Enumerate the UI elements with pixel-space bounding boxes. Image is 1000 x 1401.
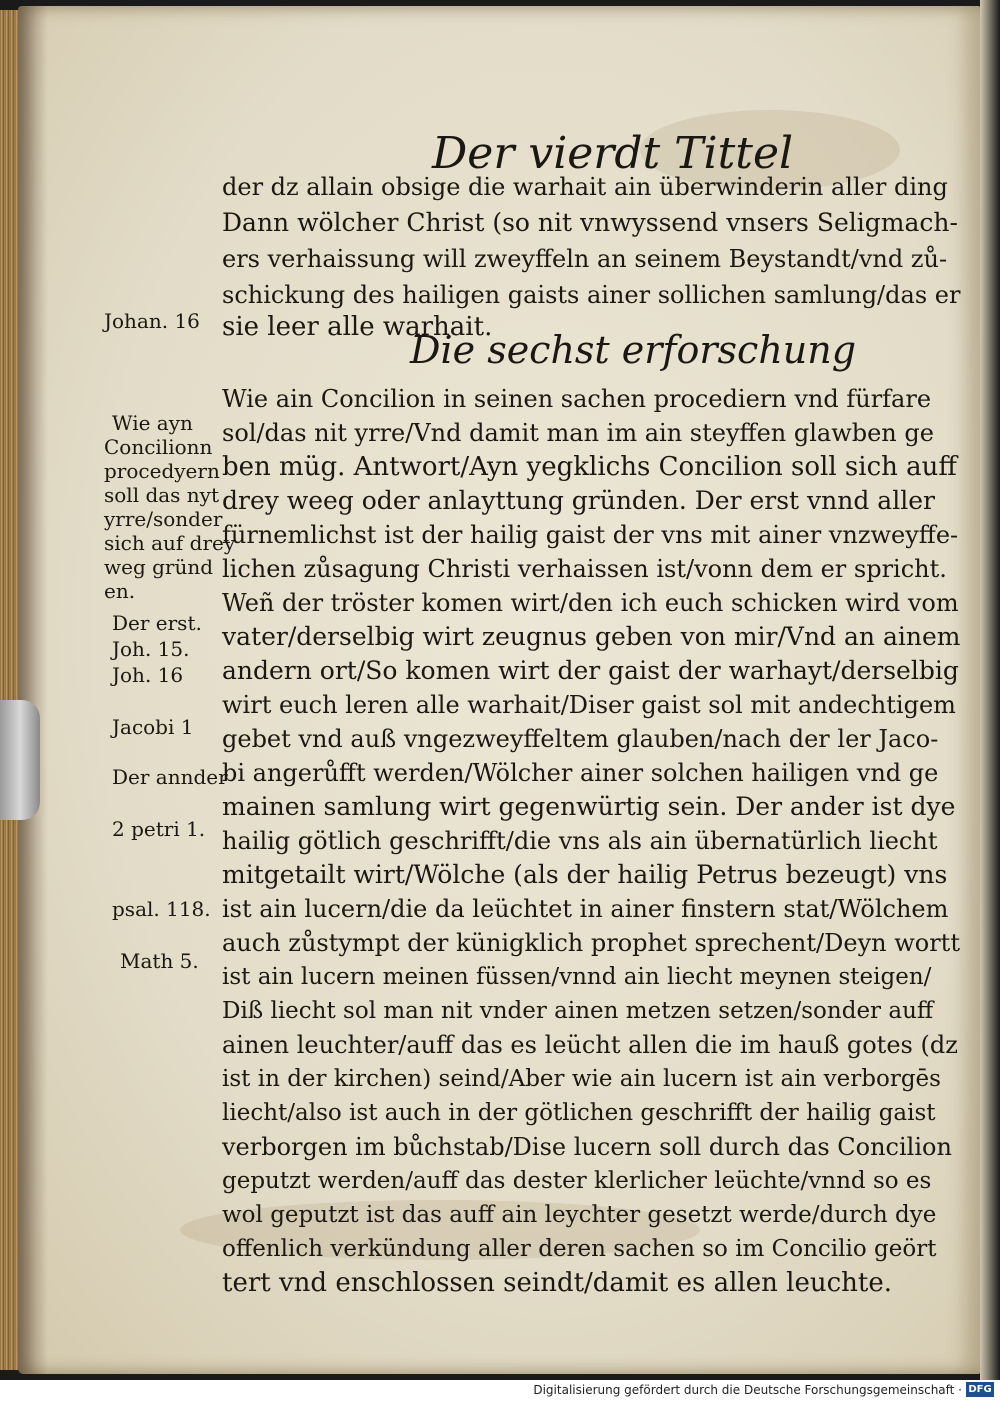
text-line: vater/derselbig wirt zeugnus geben von mir/Vnd an ainem <box>222 622 961 651</box>
text-line: auch zůstympt der künigklich prophet sprechent/Deyn wortt <box>222 929 960 957</box>
text-line: ainen leuchter/auff das es leücht allen die im hauß gotes (dz <box>222 1031 958 1059</box>
margin-note-johan: Johan. 16 <box>104 309 200 333</box>
margin-note-der-erst: Der erst. <box>112 611 202 635</box>
gutter-shadow <box>18 6 48 1374</box>
text-line: Weñ der tröster komen wirt/den ich euch schicken wird vom <box>222 589 959 617</box>
text-line: wol geputzt ist das auff ain leychter gesetzt werde/durch dye <box>222 1202 937 1228</box>
margin-note: soll das nyt <box>104 483 220 507</box>
margin-note: sich auf drey <box>104 531 236 555</box>
text-line: andern ort/So komen wirt der gaist der warhayt/derselbig <box>222 656 959 685</box>
text-line: hailig götlich geschrifft/die vns als ain übernatürlich liecht <box>222 827 938 855</box>
margin-note: weg gründ <box>104 555 214 579</box>
text-line: der dz allain obsige die warhait ain überwinderin aller ding <box>222 173 948 201</box>
text-line: liecht/also ist auch in der götlichen geschrifft der hailig gaist <box>222 1100 936 1126</box>
text-line: Dann wölcher Christ (so nit vnwyssend vnsers Seligmach- <box>222 208 958 237</box>
text-line: gebet vnd auß vngezweyffeltem glauben/nach der ler Jaco- <box>222 725 939 753</box>
margin-note: Wie ayn <box>112 411 193 435</box>
text-line: schickung des hailigen gaists ainer sollichen samlung/das er <box>222 281 961 309</box>
text-line: tert vnd enschlossen seindt/damit es allen leuchte. <box>222 1268 892 1298</box>
text-line: ist in der kirchen) seind/Aber wie ain lucern ist ain verborgēs <box>222 1066 941 1092</box>
text-line: ers verhaissung will zweyffeln an seinem Beystandt/vnd zů- <box>222 245 948 273</box>
page-clip <box>0 700 40 820</box>
section-heading: Die sechst erforschung <box>410 328 857 372</box>
text-line: mitgetailt wirt/Wölche (als der hailig Petrus bezeugt) vns <box>222 860 948 889</box>
text-line: sol/das nit yrre/Vnd damit man im ain steyffen glawben ge <box>222 419 934 447</box>
text-line: ben müg. Antwort/Ayn yegklichs Concilion soll sich auff <box>222 452 957 482</box>
text-line: drey weeg oder anlayttung gründen. Der erst vnnd aller <box>222 486 935 515</box>
text-line: verborgen im bůchstab/Dise lucern soll durch das Concilion <box>222 1133 952 1161</box>
margin-note-jacobi: Jacobi 1 <box>112 715 194 739</box>
margin-note-joh15: Joh. 15. <box>112 637 190 661</box>
text-line: mainen samlung wirt gegenwürtig sein. Der ander ist dye <box>222 792 956 821</box>
text-line: fürnemlichst ist der hailig gaist der vns mit ainer vnzweyffe- <box>222 521 959 549</box>
margin-note: Concilionn <box>104 435 213 459</box>
margin-note-petri: 2 petri 1. <box>112 817 206 841</box>
text-line: geputzt werden/auff das dester klerlicher leüchte/vnnd so es <box>222 1168 932 1194</box>
margin-note-joh16: Joh. 16 <box>112 663 184 687</box>
margin-note-der-annder: Der annder <box>112 765 228 789</box>
text-line: Diß liecht sol man nit vnder ainen metzen setzen/sonder auff <box>222 998 934 1024</box>
margin-note: yrre/sonder <box>104 507 223 531</box>
dfg-logo-icon: DFG <box>966 1382 994 1397</box>
text-line: offenlich verkündung aller deren sachen so im Concilio geört <box>222 1236 937 1262</box>
right-edge-shadow <box>980 0 1000 1380</box>
margin-note: en. <box>104 579 136 603</box>
text-line: ist ain lucern/die da leüchtet in ainer finstern stat/Wölchem <box>222 895 949 923</box>
text-line: wirt euch leren alle warhait/Diser gaist sol mit andechtigem <box>222 691 956 719</box>
footer-bar <box>0 1380 1000 1401</box>
margin-note-math: Math 5. <box>120 949 199 973</box>
text-line: Wie ain Concilion in seinen sachen procediern vnd fürfare <box>222 385 932 413</box>
footer-credit: Digitalisierung gefördert durch die Deutsche Forschungsgemeinschaft · <box>533 1383 962 1397</box>
text-line: ist ain lucern meinen füssen/vnnd ain liecht meynen steigen/ <box>222 964 932 990</box>
margin-note-psal: psal. 118. <box>112 897 211 921</box>
margin-note: procedyern <box>104 459 220 483</box>
page-title: Der vierdt Tittel <box>432 128 794 179</box>
text-line: sie leer alle warhait. <box>222 312 493 342</box>
text-line: lichen zůsagung Christi verhaissen ist/vonn dem er spricht. <box>222 555 947 583</box>
text-line: bi angerůfft werden/Wölcher ainer solchen hailigen vnd ge <box>222 759 939 787</box>
